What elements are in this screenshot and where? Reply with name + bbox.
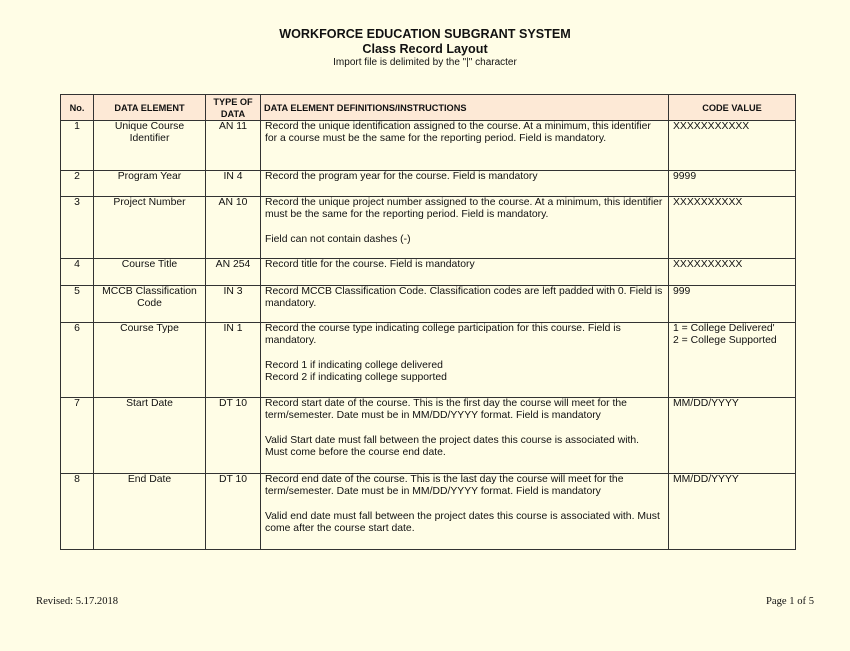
row-number-cell: 5 (61, 286, 94, 323)
data-type-cell: DT 10 (206, 474, 261, 550)
definition-cell (261, 197, 669, 259)
definition-paragraph: Record 1 if indicating college delivered Record 2 if indicating college supported (265, 359, 447, 384)
column-header-definitions: DATA ELEMENT DEFINITIONS/INSTRUCTIONS (261, 95, 669, 121)
table-row (61, 398, 796, 474)
row-number-cell: 3 (61, 197, 94, 259)
code-value-line: MM/DD/YYYY (673, 474, 739, 485)
definition-cell (261, 286, 669, 323)
data-type-cell: AN 254 (206, 259, 261, 286)
table-row (61, 323, 796, 398)
data-type-cell: IN 3 (206, 286, 261, 323)
data-element-cell: Program Year (94, 171, 206, 197)
definition-paragraph: Record end date of the course. This is the last day the course will meet for the term/semester. Date must be in MM/DD/YYYY format. Field is mandatory (265, 474, 624, 498)
definition-cell (261, 474, 669, 550)
definition-paragraph: Record the course type indicating college participation for this course. Field is mandatory. (265, 323, 621, 347)
column-header-no: No. (61, 95, 94, 121)
code-value-cell (669, 121, 796, 171)
definition-paragraph: Record start date of the course. This is the first day the course will meet for the term/semester. Date must be in MM/DD/YYYY format. Field is mandatory (265, 398, 627, 422)
data-element-cell: Unique Course Identifier (94, 121, 206, 171)
code-value-cell (669, 323, 796, 398)
data-element-cell: End Date (94, 474, 206, 550)
data-element-cell: MCCB Classification Code (94, 286, 206, 323)
code-value-line: 999 (673, 286, 691, 297)
code-value-cell (669, 398, 796, 474)
definition-cell (261, 121, 669, 171)
definition-paragraph: Record MCCB Classification Code. Classification codes are left padded with 0. Field is mandatory. (265, 286, 663, 310)
code-value-cell (669, 171, 796, 197)
code-value-line: XXXXXXXXXXX (673, 121, 750, 132)
code-value-line: 2 = College Supported (673, 335, 777, 347)
definition-paragraph: Field can not contain dashes (-) (265, 233, 411, 245)
revision-date: Revised: 5.17.2018 (36, 596, 119, 607)
column-header-code-value: CODE VALUE (669, 95, 796, 121)
definition-paragraph: Record the program year for the course. Field is mandatory (265, 171, 538, 182)
class-record-layout-table (60, 94, 796, 550)
code-value-line: XXXXXXXXXX (673, 197, 743, 208)
data-type-cell: IN 1 (206, 323, 261, 398)
row-number-cell: 1 (61, 121, 94, 171)
data-element-cell: Project Number (94, 197, 206, 259)
definition-paragraph: Valid end date must fall between the project dates this course is associated with. Must come after the course start date. (265, 510, 660, 535)
document-subtitle: Class Record Layout (362, 42, 488, 56)
column-header-type-of-data: TYPE OF DATA (206, 95, 261, 121)
definition-paragraph: Valid Start date must fall between the project dates this course is associated with. Must come before the course end date. (265, 434, 640, 459)
definition-cell (261, 171, 669, 197)
delimiter-note: Import file is delimited by the "|" character (333, 57, 517, 68)
definition-cell (261, 398, 669, 474)
table-row (61, 286, 796, 323)
code-value-line: 1 = College Delivered' (673, 323, 775, 334)
definition-paragraph: Record the unique identification assigned to the course. At a minimum, this identifier for a course must be the same for the reporting period. Field is mandatory. (265, 121, 651, 145)
definition-paragraph: Record title for the course. Field is mandatory (265, 259, 475, 270)
definition-cell (261, 323, 669, 398)
row-number-cell: 6 (61, 323, 94, 398)
page-number: Page 1 of 5 (766, 596, 814, 607)
table-row (61, 197, 796, 259)
table-body (61, 121, 796, 550)
data-type-cell: IN 4 (206, 171, 261, 197)
row-number-cell: 7 (61, 398, 94, 474)
table-header-row (61, 95, 796, 121)
data-element-cell: Start Date (94, 398, 206, 474)
definition-cell (261, 259, 669, 286)
table-row (61, 171, 796, 197)
table-row (61, 259, 796, 286)
data-type-cell: AN 10 (206, 197, 261, 259)
data-type-cell: DT 10 (206, 398, 261, 474)
row-number-cell: 2 (61, 171, 94, 197)
row-number-cell: 8 (61, 474, 94, 550)
column-header-data-element: DATA ELEMENT (94, 95, 206, 121)
data-type-cell: AN 11 (206, 121, 261, 171)
definition-paragraph: Record the unique project number assigned to the course. At a minimum, this identifier must be the same for the reporting period. Field is mandatory. (265, 197, 663, 221)
code-value-cell (669, 259, 796, 286)
code-value-line: XXXXXXXXXX (673, 259, 743, 270)
code-value-cell (669, 286, 796, 323)
document-title: WORKFORCE EDUCATION SUBGRANT SYSTEM (279, 27, 571, 41)
table-row (61, 121, 796, 171)
code-value-line: MM/DD/YYYY (673, 398, 739, 409)
data-element-cell: Course Type (94, 323, 206, 398)
code-value-cell (669, 474, 796, 550)
code-value-line: 9999 (673, 171, 697, 182)
table-row (61, 474, 796, 550)
code-value-cell (669, 197, 796, 259)
row-number-cell: 4 (61, 259, 94, 286)
data-element-cell: Course Title (94, 259, 206, 286)
